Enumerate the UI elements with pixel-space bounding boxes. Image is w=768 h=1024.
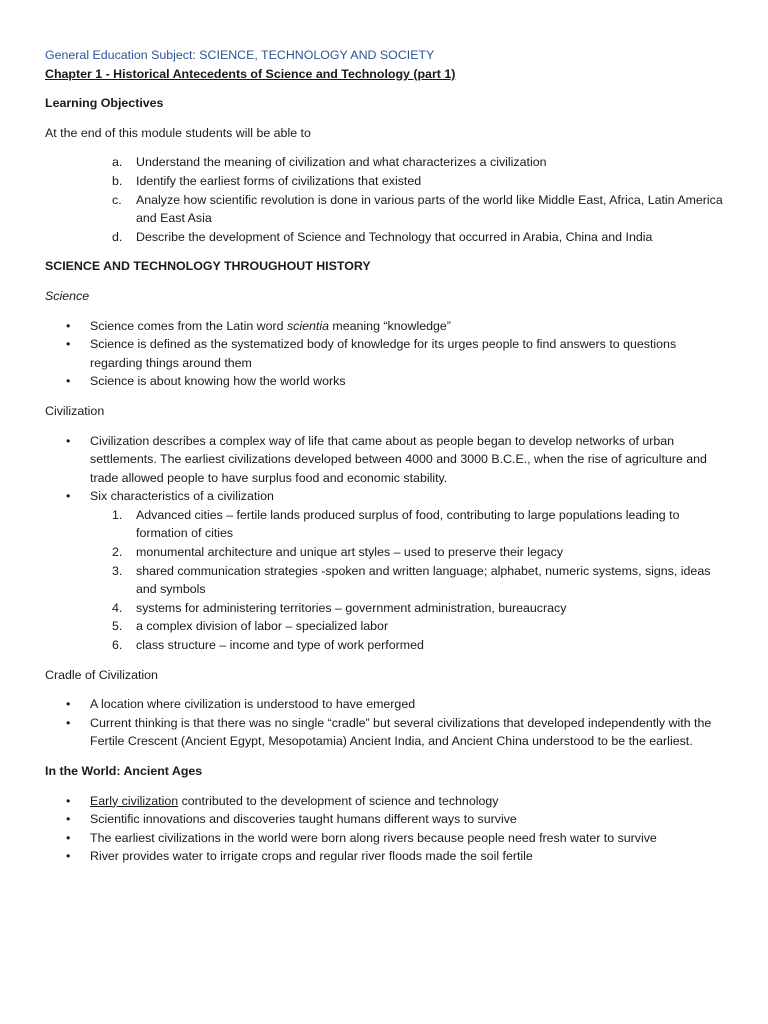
- bullet-icon: •: [66, 715, 71, 730]
- list-item: 3. shared communication strategies -spoken and written language; alphabet, numeric systems, signs, ideas and symbols: [112, 563, 711, 597]
- bullet-icon: •: [66, 793, 71, 808]
- list-item: b. Identify the earliest forms of civilizations that existed: [112, 173, 422, 188]
- chapter-title: Chapter 1 - Historical Antecedents of Science and Technology (part 1): [45, 66, 456, 81]
- objectives-list: [45, 153, 728, 246]
- section-heading-history: SCIENCE AND TECHNOLOGY THROUGHOUT HISTORY: [45, 259, 371, 274]
- list-item: • Science is defined as the systematized body of knowledge for its urges people to find answers to questions regarding things around them: [66, 337, 677, 370]
- list-item: 6. class structure – income and type of work performed: [112, 638, 424, 653]
- bullet-icon: •: [66, 318, 71, 333]
- list-item: d. Describe the development of Science and Technology that occurred in Arabia, China and India: [112, 229, 653, 244]
- bullet-icon: •: [66, 374, 71, 389]
- list-item: 2. monumental architecture and unique art styles – used to preserve their legacy: [112, 545, 564, 560]
- cradle-list: [45, 695, 728, 751]
- cradle-label: Cradle of Civilization: [45, 667, 158, 682]
- section-heading-ancient-ages: In the World: Ancient Ages: [45, 764, 203, 778]
- science-label: Science: [45, 288, 90, 303]
- list-item: • River provides water to irrigate crops and regular river floods made the soil fertile: [45, 847, 728, 866]
- characteristics-list: [90, 506, 728, 655]
- bullet-icon: •: [66, 489, 71, 504]
- list-item: c. Analyze how scientific revolution is done in various parts of the world like Middle East, Africa, Latin America and East Asia: [112, 192, 723, 226]
- ancient-ages-list: [45, 792, 728, 866]
- list-item: • Six characteristics of a civilization 1. Advanced cities – fertile lands produced surplus of food, contributing to large populations leading to formation of cities 2. monumental architecture and unique art styles – used to preserve their legacy 3. shared communication strategies -spoken and written language; alphabet, numeric systems, signs, ideas and symbols 4. systems for administering territories – government administration, bureaucracy 5. a complex division of labor – specialized labor 6. class structure – income and type of work performed: [45, 487, 728, 654]
- objectives-intro: At the end of this module students will be able to: [45, 125, 311, 140]
- bullet-icon: •: [66, 337, 71, 352]
- list-item: • Early civilization contributed to the development of science and technology: [45, 792, 728, 811]
- list-item: • The earliest civilizations in the world were born along rivers because people need fresh water to survive: [45, 829, 728, 848]
- science-list: [45, 317, 728, 391]
- list-item: 4. systems for administering territories – government administration, bureaucracy: [112, 600, 567, 615]
- list-item: • Current thinking is that there was no single “cradle” but several civilizations that developed independently with the Fertile Crescent (Ancient Egypt, Mesopotamia) Ancient India, and Ancient China understood to be the earliest.: [66, 715, 712, 749]
- list-item: • A location where civilization is understood to have emerged: [45, 695, 728, 714]
- bullet-icon: •: [66, 812, 71, 827]
- bullet-icon: •: [66, 697, 71, 712]
- list-item: • Civilization describes a complex way of life that came about as people began to develop networks of urban settlements. The earliest civilizations developed between 4000 and 3000 B.C.E., when the rise of agriculture and trade allowed people to have surplus food and economic stability.: [66, 433, 707, 485]
- civilization-label: Civilization: [45, 403, 105, 418]
- civilization-list: [45, 432, 728, 655]
- objectives-heading: Learning Objectives: [45, 96, 164, 111]
- bullet-icon: •: [66, 830, 71, 845]
- list-item: a. Understand the meaning of civilization and what characterizes a civilization: [112, 155, 547, 170]
- list-item: • Scientific innovations and discoveries taught humans different ways to survive: [45, 810, 728, 829]
- bullet-icon: •: [66, 849, 71, 864]
- subject-line: General Education Subject: SCIENCE, TECHNOLOGY AND SOCIETY: [45, 48, 435, 62]
- list-item: • Science comes from the Latin word scientia meaning “knowledge”: [45, 317, 728, 336]
- list-item: • Science is about knowing how the world works: [45, 372, 728, 391]
- bullet-icon: •: [66, 433, 71, 448]
- list-item: 5. a complex division of labor – specialized labor: [112, 619, 389, 634]
- list-item: 1. Advanced cities – fertile lands produced surplus of food, contributing to large populations leading to formation of cities: [112, 507, 680, 541]
